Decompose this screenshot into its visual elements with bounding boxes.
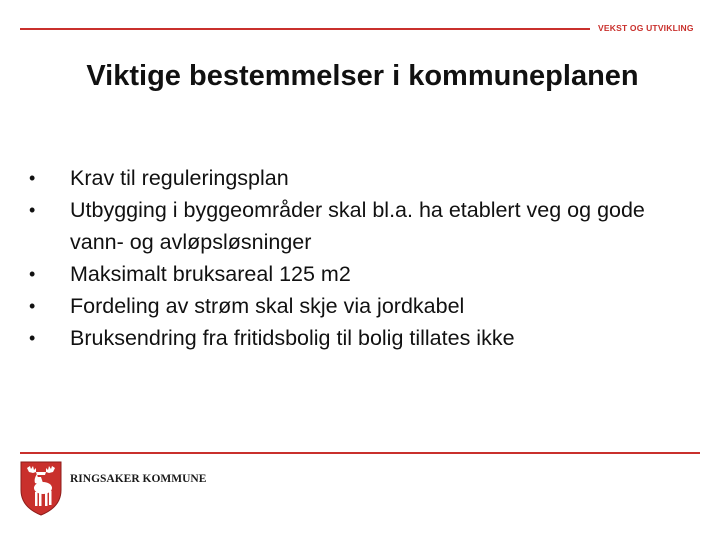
slide-title: Viktige bestemmelser i kommuneplanen [86, 60, 639, 92]
bullet-text: Krav til reguleringsplan [70, 166, 289, 190]
bullet-text: Utbygging i byggeområder skal bl.a. ha etablert veg og gode vann- og avløpsløsninger [70, 198, 645, 254]
bullet-marker: • [29, 168, 36, 188]
bullet-marker: • [29, 328, 36, 348]
bullet-text: Maksimalt bruksareal 125 m2 [70, 262, 351, 286]
bullet-item [29, 258, 679, 290]
bullet-marker: • [29, 200, 36, 220]
header-label: VEKST OG UTVIKLING [598, 23, 694, 33]
bullet-text: Bruksendring fra fritidsbolig til bolig tillates ikke [70, 326, 515, 350]
bullet-item [29, 162, 679, 194]
bullet-marker: • [29, 296, 36, 316]
bullet-item [29, 322, 679, 354]
header-rule [20, 28, 590, 30]
bullet-item [29, 290, 679, 322]
footer-rule [20, 452, 700, 454]
moose-crest-icon [19, 460, 63, 516]
bullet-list [29, 162, 679, 354]
bullet-text: Fordeling av strøm skal skje via jordkabel [70, 294, 465, 318]
organization-name: RINGSAKER KOMMUNE [70, 473, 207, 485]
bullet-marker: • [29, 264, 36, 284]
bullet-item [29, 194, 679, 258]
